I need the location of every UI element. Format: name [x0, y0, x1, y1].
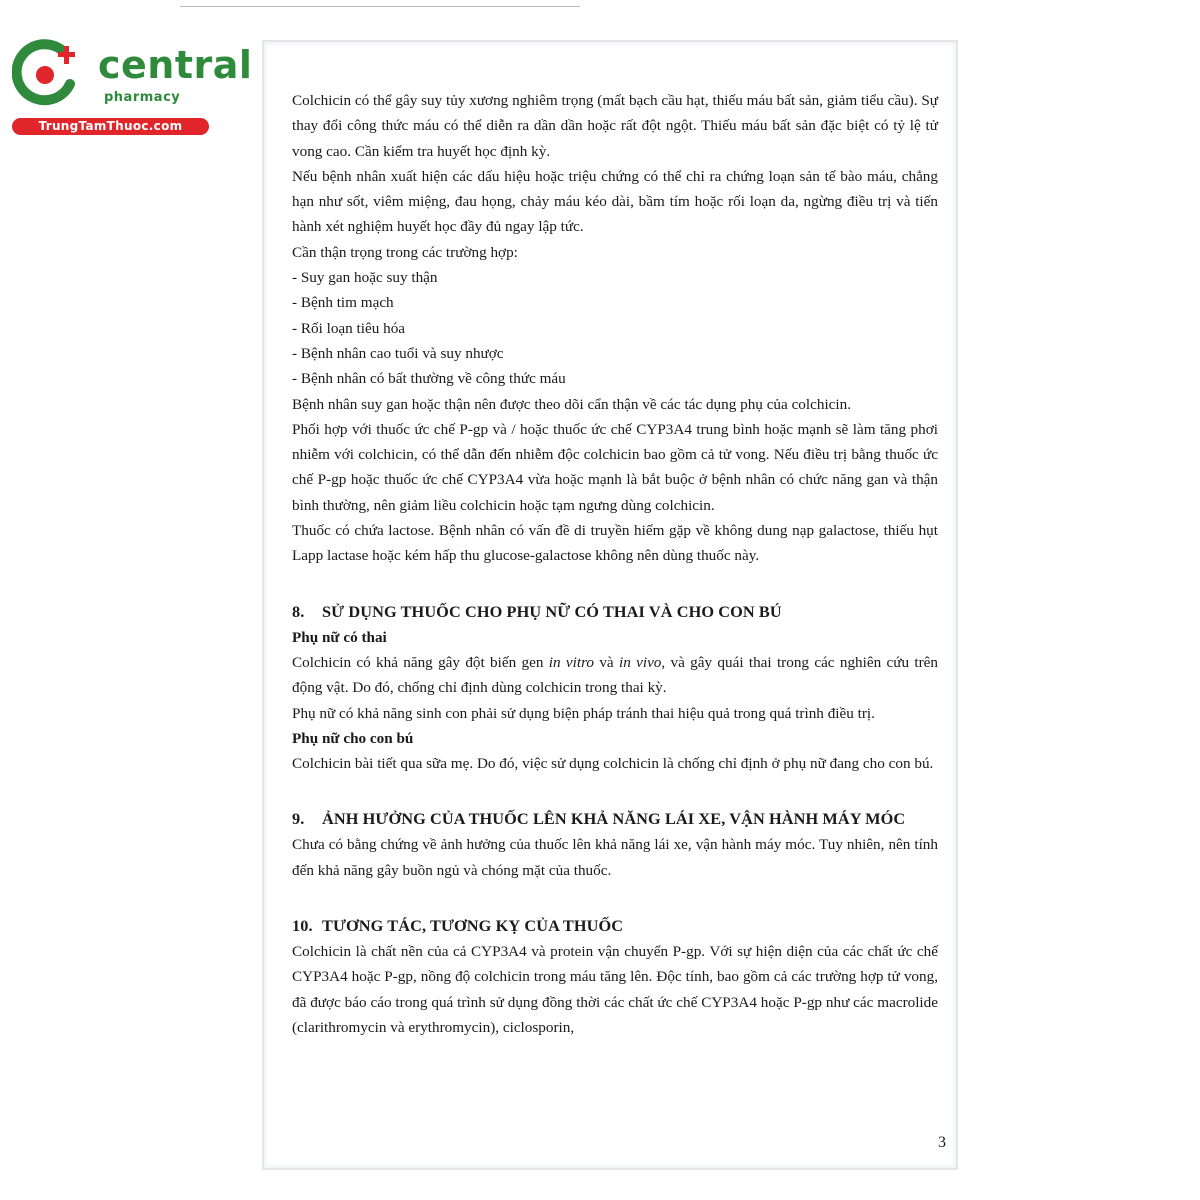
text-run: , và gây quái thai trong các nghiên cứu trên động vật. Do đó, chống chỉ định dùng colchicin trong thai kỳ. — [292, 653, 939, 697]
document-body — [292, 88, 938, 1040]
logo-subtitle: pharmacy — [104, 90, 181, 105]
section-8-title: SỬ DỤNG THUỐC CHO PHỤ NỮ CÓ THAI VÀ CHO CON BÚ — [322, 601, 782, 621]
section-9-heading — [292, 806, 938, 832]
list-item: - Bệnh tim mạch — [292, 294, 394, 312]
text-run: và — [594, 653, 619, 671]
subheading-breastfeeding: Phụ nữ cho con bú — [292, 729, 414, 747]
section-9-title: ẢNH HƯỞNG CỦA THUỐC LÊN KHẢ NĂNG LÁI XE, VẬN HÀNH MÁY MÓC — [322, 809, 906, 829]
section-10-number: 10. — [292, 916, 313, 936]
text-run: Colchicin có khả năng gây đột biến gen — [292, 653, 549, 671]
list-item: - Rối loạn tiêu hóa — [292, 319, 406, 337]
italic-in-vivo: in vivo — [618, 653, 662, 671]
central-pharmacy-logo[interactable] — [12, 38, 253, 138]
paragraph-bone-marrow: Colchicin có thể gây suy tủy xương nghiêm trọng (mất bạch cầu hạt, thiếu máu bất sản, giảm tiểu cầu). Sự thay đổi công thức máu có thể diễn ra dần dần hoặc rất đột ngột. Thiếu máu bất sản đặc biệt có tỷ lệ tử vong cao. Cần kiểm tra huyết học định kỳ. — [292, 92, 938, 160]
section-8-heading — [292, 599, 938, 625]
scan-edge-line — [180, 6, 580, 7]
paragraph-monitoring: Bệnh nhân suy gan hoặc thận nên được theo dõi cẩn thận về các tác dụng phụ của colchicin. — [292, 395, 852, 413]
paragraph-pgp-interaction: Phối hợp với thuốc ức chế P-gp và / hoặc thuốc ức chế CYP3A4 trung bình hoặc mạnh sẽ làm tăng phơi nhiễm với colchicin, có thể dẫn đến nhiễm độc colchicin bao gồm cả tử vong. Nếu điều trị bằng thuốc ức chế P-gp hoặc thuốc ức chế CYP3A4 vừa hoặc mạnh là bắt buộc ở bệnh nhân có chức năng gan và thận bình thường, nên giảm liều colchicin hoặc tạm ngưng dùng colchicin. — [292, 420, 938, 514]
list-item: - Bệnh nhân có bất thường về công thức máu — [292, 370, 566, 388]
pharmacy-cross-icon — [12, 38, 82, 108]
paragraph-contraception: Phụ nữ có khả năng sinh con phải sử dụng biện pháp tránh thai hiệu quả trong quá trình điều trị. — [292, 704, 875, 722]
section-8-number: 8. — [292, 601, 305, 621]
paragraph-dyscrasia: Nếu bệnh nhân xuất hiện các dấu hiệu hoặc triệu chứng có thể chỉ ra chứng loạn sản tế bào máu, chẳng hạn như sốt, viêm miệng, đau họng, chảy máu kéo dài, bầm tím hoặc rối loạn da, ngừng điều trị và tiến hành xét nghiệm huyết học đầy đủ ngay lập tức. — [292, 167, 938, 236]
paragraph-lactose: Thuốc có chứa lactose. Bệnh nhân có vấn đề di truyền hiếm gặp về không dung nạp galactose, thiếu hụt Lapp lactase hoặc kém hấp thu glucose-galactose không nên dùng thuốc này. — [292, 522, 938, 565]
paragraph-pregnancy — [292, 650, 938, 701]
list-item: - Bệnh nhân cao tuổi và suy nhược — [292, 344, 504, 362]
list-item: - Suy gan hoặc suy thận — [292, 269, 438, 287]
subheading-pregnancy: Phụ nữ có thai — [292, 628, 387, 646]
logo-site-banner: TrungTamThuoc.com — [12, 118, 209, 135]
paragraph-interactions: Colchicin là chất nền của cả CYP3A4 và protein vận chuyển P-gp. Với sự hiện diện của các chất ức chế CYP3A4 hoặc P-gp, nồng độ colchicin trong máu tăng lên. Độc tính, bao gồm cả các trường hợp tử vong, đã được báo cáo trong quá trình sử dụng đồng thời các chất ức chế CYP3A4 hoặc P-gp như các macrolide (clarithromycin và erythromycin), ciclosporin, — [292, 943, 938, 1036]
section-10-heading — [292, 913, 938, 939]
italic-in-vitro: in vitro — [548, 653, 595, 671]
paragraph-caution-intro: Cần thận trọng trong các trường hợp: — [292, 243, 518, 261]
logo-brand-text: central — [98, 43, 253, 87]
section-10-title: TƯƠNG TÁC, TƯƠNG KỴ CỦA THUỐC — [322, 916, 624, 936]
paragraph-driving: Chưa có bằng chứng về ảnh hưởng của thuốc lên khả năng lái xe, vận hành máy móc. Tuy nhiên, nên tính đến khả năng gây buồn ngủ và chóng mặt của thuốc. — [292, 836, 938, 879]
section-9-number: 9. — [292, 809, 305, 829]
paragraph-breastfeeding: Colchicin bài tiết qua sữa mẹ. Do đó, việc sử dụng colchicin là chống chỉ định ở phụ nữ đang cho con bú. — [292, 755, 934, 773]
page-number: 3 — [938, 1134, 946, 1151]
